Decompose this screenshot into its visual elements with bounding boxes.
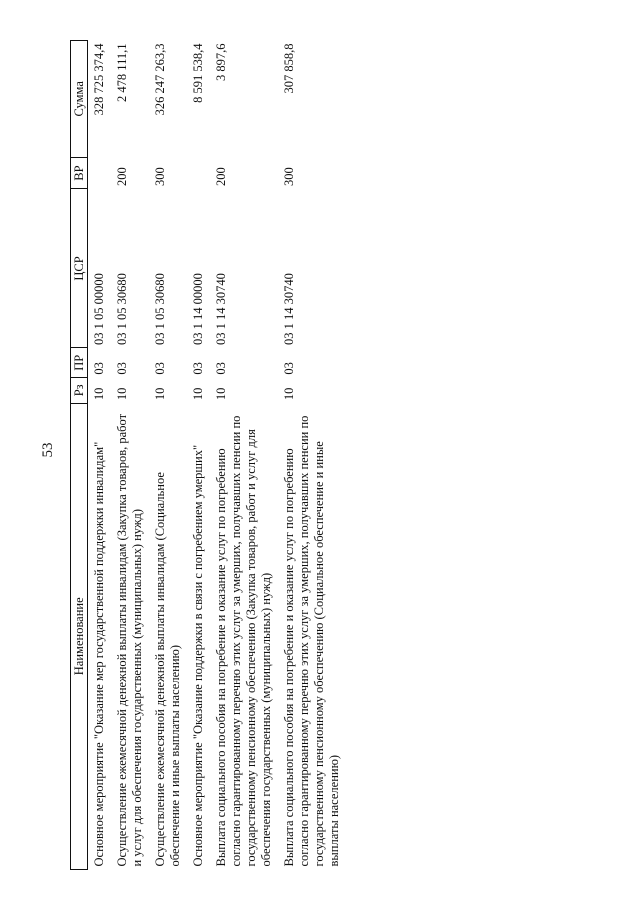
row-name: Выплата социального пособия на погребение и оказание услуг по погребению согласно гарантированному перечню этих услуг за умерших, получавших пенсии по государственному пенсионному обеспечению (Закупка товаров, работ и услуг для обеспечения государственных (муниципальных) нужд) bbox=[214, 415, 273, 867]
row-name: Выплата социального пособия на погребение и оказание услуг по погребению согласно гарантированному перечню этих услуг за умерших, получавших пенсии по государственному пенсионному обеспечению (Социальное обеспечение и иные выплаты населению) bbox=[282, 415, 341, 867]
table-row bbox=[88, 41, 112, 870]
row-name: Основное мероприятие "Оказание мер государственной поддержки инвалидам" bbox=[92, 441, 106, 867]
header-name: Наименование bbox=[71, 403, 88, 869]
row-pr: 03 bbox=[191, 362, 205, 375]
header-sum: Сумма bbox=[71, 41, 88, 158]
row-pr: 03 bbox=[153, 362, 167, 375]
row-vr: 300 bbox=[282, 167, 296, 186]
row-pr: 03 bbox=[115, 362, 129, 375]
row-rz: 10 bbox=[282, 387, 296, 401]
row-name: Осуществление ежемесячной денежной выплаты инвалидам (Закупка товаров, работ и услуг для обеспечения государственных (муниципальных) нужд) bbox=[115, 413, 144, 867]
table-row bbox=[210, 41, 278, 870]
row-csr: 03 1 14 30740 bbox=[214, 273, 228, 345]
row-sum: 8 591 538,4 bbox=[191, 43, 205, 103]
row-csr: 03 1 14 00000 bbox=[191, 273, 205, 345]
row-pr: 03 bbox=[214, 362, 228, 375]
row-pr: 03 bbox=[92, 362, 106, 375]
row-rz: 10 bbox=[153, 387, 167, 401]
row-vr bbox=[88, 157, 112, 189]
table-header-row bbox=[71, 41, 88, 870]
table-row bbox=[278, 41, 346, 870]
table-row bbox=[111, 41, 149, 870]
row-csr: 03 1 05 00000 bbox=[92, 273, 106, 345]
row-sum: 326 247 263,3 bbox=[153, 43, 167, 116]
header-pr: ПР bbox=[71, 348, 88, 378]
page-number: 53 bbox=[40, 442, 56, 458]
header-csr: ЦСР bbox=[71, 189, 88, 348]
budget-table bbox=[70, 40, 346, 870]
table-row bbox=[187, 41, 210, 870]
table-row bbox=[149, 41, 187, 870]
row-rz: 10 bbox=[214, 387, 228, 401]
header-vr: ВР bbox=[71, 157, 88, 189]
row-rz: 10 bbox=[115, 387, 129, 401]
row-sum: 3 897,6 bbox=[214, 43, 228, 81]
row-vr bbox=[187, 157, 210, 189]
row-csr: 03 1 05 30680 bbox=[115, 273, 129, 345]
row-sum: 328 725 374,4 bbox=[92, 43, 106, 116]
row-name: Осуществление ежемесячной денежной выплаты инвалидам (Социальное обеспечение и иные выплаты населению) bbox=[153, 472, 182, 867]
row-vr: 300 bbox=[153, 167, 167, 186]
header-rz: Рз bbox=[71, 378, 88, 403]
row-vr: 200 bbox=[214, 167, 228, 186]
row-rz: 10 bbox=[92, 387, 106, 401]
row-rz: 10 bbox=[191, 387, 205, 401]
row-sum: 2 478 111,1 bbox=[115, 43, 129, 102]
rotated-page-content bbox=[70, 40, 455, 870]
row-name: Основное мероприятие "Оказание поддержки в связи с погребением умерших" bbox=[191, 444, 205, 867]
row-csr: 03 1 14 30740 bbox=[282, 273, 296, 345]
row-pr: 03 bbox=[282, 362, 296, 375]
row-sum: 307 858,8 bbox=[282, 43, 296, 94]
row-vr: 200 bbox=[115, 167, 129, 186]
row-csr: 03 1 05 30680 bbox=[153, 273, 167, 345]
